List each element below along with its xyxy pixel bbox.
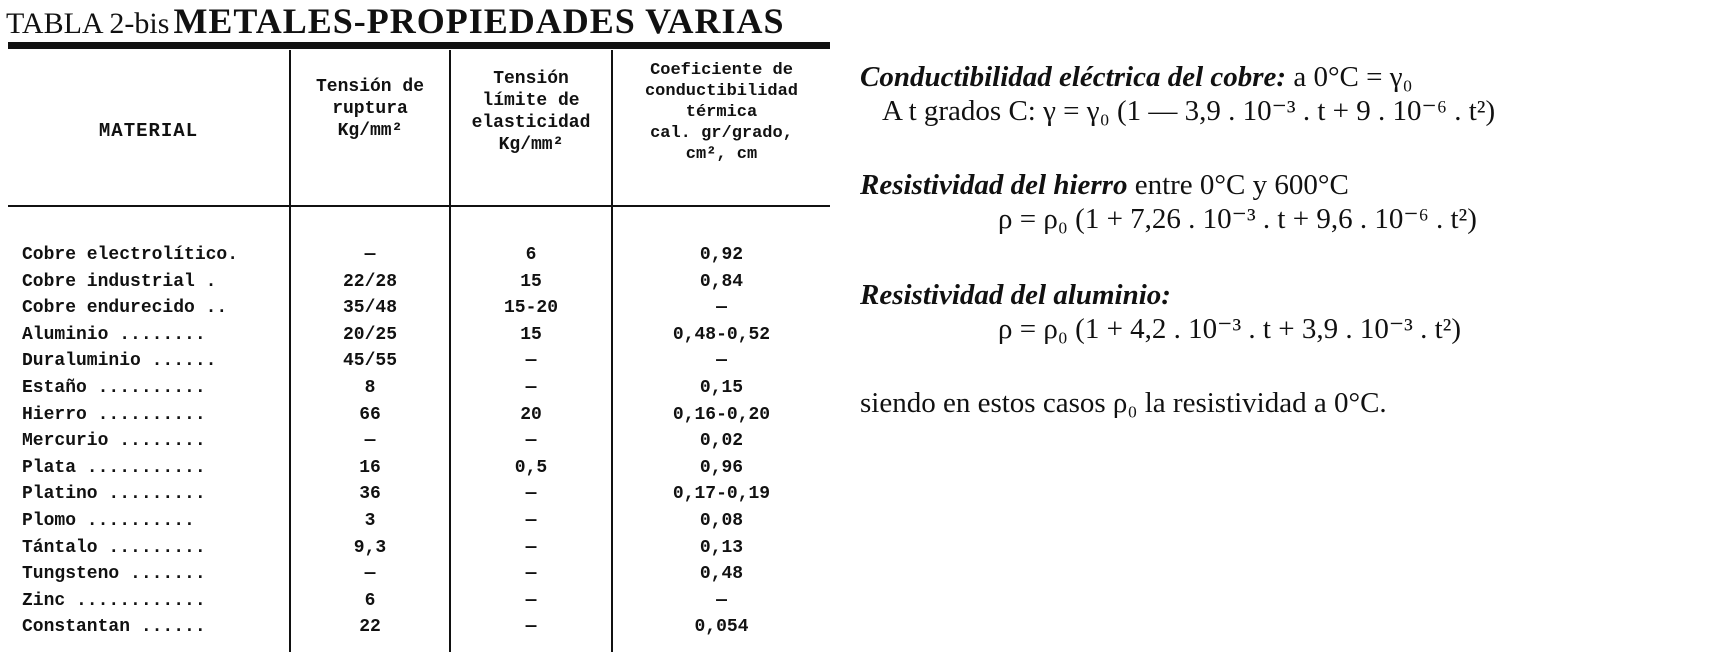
note-cobre-label: Conductibilidad eléctrica del cobre:: [860, 61, 1287, 93]
cell-ruptura: 20/25: [342, 324, 397, 345]
header-line: elasticidad: [471, 113, 591, 133]
cell-conductibilidad: —: [716, 298, 727, 319]
cell-elasticidad: —: [525, 351, 537, 372]
table-row: [8, 375, 830, 402]
cell-conductibilidad: 0,48-0,52: [672, 324, 771, 345]
cell-elasticidad: —: [525, 617, 537, 638]
cell-material: Duraluminio ......: [22, 351, 217, 372]
cell-conductibilidad: 0,48: [699, 564, 744, 585]
cell-conductibilidad: —: [716, 590, 727, 611]
note-aluminio-formula: ρ = ρ₀ (1 + 4,2 . 10⁻³ . t + 3,9 . 10⁻³ . t²): [998, 313, 1461, 345]
header-line: Tensión: [493, 69, 569, 89]
cell-material: Plata ...........: [22, 457, 206, 478]
header-line: ruptura: [332, 99, 408, 119]
cell-conductibilidad: 0,84: [699, 271, 744, 292]
cell-elasticidad: —: [525, 564, 537, 585]
cell-ruptura: —: [364, 245, 376, 265]
cell-material: Zinc ............: [22, 590, 206, 611]
cell-conductibilidad: 0,92: [699, 245, 744, 265]
cell-ruptura: —: [364, 431, 376, 452]
cell-material: Cobre electrolítico.: [22, 245, 239, 265]
cell-elasticidad: 0,5: [514, 457, 548, 478]
header-ruptura: [291, 76, 449, 142]
table-row: [8, 322, 830, 349]
cell-conductibilidad: 0,17-0,19: [672, 484, 771, 505]
properties-table: [8, 50, 830, 652]
cell-elasticidad: 20: [520, 404, 542, 425]
cell-ruptura: 6: [364, 590, 376, 611]
table-row: [8, 295, 830, 322]
cell-conductibilidad: 0,08: [699, 510, 744, 531]
table-row: [8, 242, 830, 269]
cell-conductibilidad: —: [716, 351, 727, 372]
note-hierro-formula: ρ = ρ₀ (1 + 7,26 . 10⁻³ . t + 9,6 . 10⁻⁶ . t²): [998, 203, 1477, 235]
cell-conductibilidad: 0,15: [699, 377, 744, 398]
note-cobre-text: a 0°C = γ₀: [1293, 61, 1413, 93]
cell-elasticidad: 6: [525, 245, 537, 265]
cell-elasticidad: —: [525, 484, 537, 505]
cell-material: Aluminio ........: [22, 324, 206, 345]
header-line: Kg/mm²: [498, 135, 564, 155]
table-row: [8, 269, 830, 296]
header-conductibilidad: [613, 60, 830, 165]
cell-conductibilidad: 0,13: [699, 537, 744, 558]
cell-material: Mercurio ........: [22, 431, 206, 452]
cell-ruptura: —: [364, 564, 376, 585]
cell-ruptura: 8: [364, 377, 376, 398]
table-row: [8, 455, 830, 482]
table-title-prefix: TABLA 2-bis: [6, 7, 170, 40]
cell-material: Hierro ..........: [22, 404, 206, 425]
header-line: cm², cm: [685, 145, 758, 164]
header-line: límite de: [482, 91, 580, 111]
table-title: [6, 0, 785, 42]
cell-ruptura: 35/48: [342, 298, 397, 319]
header-rule: [8, 205, 830, 207]
note-hierro-text: entre 0°C y 600°C: [1134, 169, 1349, 201]
table-row: [8, 481, 830, 508]
cell-ruptura: 45/55: [342, 351, 397, 372]
cell-elasticidad: —: [525, 377, 537, 398]
note-hierro: [860, 168, 1349, 202]
note-cobre: [860, 60, 1413, 94]
table-row: [8, 508, 830, 535]
cell-ruptura: 22/28: [342, 271, 397, 292]
cell-elasticidad: —: [525, 590, 537, 611]
cell-ruptura: 3: [364, 510, 376, 531]
note-footer: siendo en estos casos ρ₀ la resistividad a 0°C.: [860, 387, 1387, 419]
table-row: [8, 402, 830, 429]
header-material: MATERIAL: [98, 120, 199, 142]
cell-elasticidad: 15: [520, 271, 542, 292]
note-aluminio-label: Resistividad del aluminio:: [860, 279, 1171, 311]
table-row: [8, 428, 830, 455]
cell-elasticidad: —: [525, 510, 537, 531]
title-rule: [8, 42, 830, 49]
cell-ruptura: 9,3: [353, 537, 387, 558]
cell-ruptura: 66: [359, 404, 381, 425]
cell-material: Estaño ..........: [22, 377, 206, 398]
cell-material: Cobre industrial .: [22, 271, 217, 292]
cell-ruptura: 36: [359, 484, 381, 505]
header-elasticidad: [451, 68, 611, 156]
table-title-main: METALES-PROPIEDADES VARIAS: [173, 1, 785, 41]
note-hierro-label: Resistividad del hierro: [860, 169, 1128, 201]
cell-ruptura: 22: [359, 617, 381, 638]
cell-elasticidad: 15: [520, 324, 542, 345]
header-line: cal. gr/grado,: [650, 124, 793, 143]
table-body: [8, 242, 830, 641]
cell-elasticidad: 15-20: [503, 298, 558, 319]
table-row: [8, 535, 830, 562]
cell-material: Constantan ......: [22, 617, 206, 638]
cell-conductibilidad: 0,02: [699, 431, 744, 452]
table-row: [8, 588, 830, 615]
table-row: [8, 561, 830, 588]
cell-conductibilidad: 0,054: [694, 617, 749, 638]
cell-ruptura: 16: [359, 457, 381, 478]
cell-material: Platino .........: [22, 484, 206, 505]
cell-material: Plomo ..........: [22, 510, 195, 531]
table-row: [8, 348, 830, 375]
cell-material: Tungsteno .......: [22, 564, 206, 585]
cell-elasticidad: —: [525, 431, 537, 452]
cell-material: Tántalo .........: [22, 537, 206, 558]
cell-material: Cobre endurecido ..: [22, 298, 228, 319]
cell-elasticidad: —: [525, 537, 537, 558]
cell-conductibilidad: 0,96: [699, 457, 744, 478]
header-line: térmica: [685, 103, 758, 122]
header-line: Kg/mm²: [337, 121, 403, 141]
cell-conductibilidad: 0,16-0,20: [672, 404, 771, 425]
header-line: Tensión de: [315, 77, 425, 97]
header-line: Coeficiente de: [650, 61, 793, 80]
header-line: conductibilidad: [644, 82, 799, 101]
note-cobre-formula: A t grados C: γ = γ₀ (1 — 3,9 . 10⁻³ . t + 9 . 10⁻⁶ . t²): [882, 95, 1496, 127]
table-row: [8, 614, 830, 641]
